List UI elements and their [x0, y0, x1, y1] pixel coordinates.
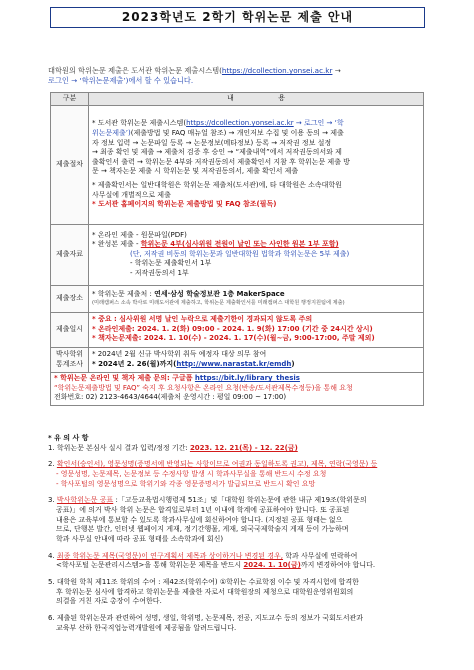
row-content-stats: * 2024년 2월 신규 박사학위 취득 예정자 대상 의무 참여 * 2024년 2. 26(월)까지(http://www.narastat.kr/emdh)	[89, 347, 424, 372]
narastat-link[interactable]: http://www.narastat.kr/emdh	[176, 359, 292, 368]
header-content: 내 용	[89, 93, 424, 106]
table-header-row	[51, 93, 424, 106]
table-row-process	[51, 105, 424, 224]
page-title: 2023학년도 2학기 학위논문 제출 안내	[50, 7, 425, 28]
row-label-place: 제출장소	[51, 285, 89, 312]
row-label-stats: 박사학위 통계조사	[51, 347, 89, 372]
google-form-link[interactable]: https://bit.ly/library_thesis	[194, 374, 300, 383]
intro-arrow: →	[332, 66, 341, 75]
row-content-materials: * 온라인 제출 - 원문파일(PDF) * 완성본 제출 - 학위논문 4부(심사위원 전원이 날인 또는 사인한 원본 1부 포함) (단, 저작권 비동의 학위논문과 일반대학원 법학과 학위논문은 5부 제출) - 학위논문 제출확인서 1부 - 저작권동의서 1부	[89, 224, 424, 285]
table-row-materials	[51, 224, 424, 285]
dcollection-link-2[interactable]: https://dcollection.yonsei.ac.kr	[186, 119, 294, 128]
table-row-period	[51, 312, 424, 347]
row-content-period: * 중요 : 심사위원 서명 날인 누락으로 제출기한이 경과되지 않도록 주의 * 온라인제출: 2024. 1. 2(화) 09:00 - 2024. 1. 9(화) 17:00 (기간 중 24시간 상시) * 책자논문제출: 2024. 1. 10(수) - 2024. 1. 17(수)(월~금, 9:00-17:00, 주말 제외)	[89, 312, 424, 347]
notes-section: * 유 의 사 항 1. 학위논문 본심사 실시 결과 입력/정정 기간: 2023. 12. 21(목) - 12. 22(금) 2. 확인서(승인서), 영문성명(증명서에 반영되는 사항이므로 여권과 동일하도록 권고), 제목, 연락(국영문) 등 - 영문성명, 논문제목, 논문정보 등 수정사항 발생 시 학과사무실을 통해 반드시 수정 요청 - 학사포털의 영문성명으로 학위기와 각종 영문증명서가 발급되므로 반드시 확인 요망 3. 박사학위논문 공표 :「고등교육법시행령제 51조」및「대학원 학위논문에 관한 내규 제19조(학위문의 공표)」에 의거 박사 학위 논문은 합격일로부터 1년 이내에 학계에 공표하여야 합니다. 또 공표된 내용은 교육부에 통보할 수 있도록 학과사무실에 회신하여야 합니다. (지정된 공표 형태는 없으 므로, 단행본 발간, 인터넷 웹페이지 게재, 정기간행물, 게재, 외국국제학술지 게재 등이 가능하며 학과 사무실 안내에 따라 공표 형태를 소속학과에 회신) 4. 최종 학위논문 제목(국영문)이 연구계획서 제목과 상이하거나 변경된 경우, 학과 사무실에 연락하여 <학사포털 논문관리시스템>을 통해 학위논문 제목을 반드시 2024. 1. 10(금)까지 변경하여야 합니다. 5. 대학원 학칙 제11조 학위의 수여 : 제42조(학위수여) ①학위는 수료학점 이수 및 자격시험에 합격한 후 학위논문 심사에 합격하고 학위논문을 제출한 자로서 대학원장의 제청으로 대학원운영위원회의 의결을 거친 자로 총장이 수여한다. 6. 제출된 학위논문과 관련하여 성명, 생일, 학위명, 논문제목, 전공, 지도교수 등의 정보가 국회도서관과 교육부 산하 한국직업능력개발원에 제공됨을 알려드립니다.	[48, 434, 430, 633]
table-row-contact	[51, 372, 424, 405]
note-6: 6. 제출된 학위논문과 관련하여 성명, 생일, 학위명, 논문제목, 전공, 지도교수 등의 정보가 국회도서관과	[48, 613, 363, 622]
note-2: 2. 확인서(승인서), 영문성명(증명서에 반영되는 사항이므로 여권과 동일하도록 권고), 제목, 연락(국영문) 등	[48, 460, 378, 469]
note-5: 5. 대학원 학칙 제11조 학위의 수여 : 제42조(학위수여) ①학위는 수료학점 이수 및 자격시험에 합격한	[48, 577, 359, 586]
contact-info: * 학위논문 온라인 및 책자 제출 문의: 구글폼 https://bit.ly/library_thesis “학위논문제출방법 및 FAQ” 숙지 후 요청사항은 온라인 요청(반송/도서관제목수정등)을 통해 요청 전화번호: 02) 2123-4643/4644(제출처 운영시간 : 평일 09:00 ~ 17:00)	[51, 372, 424, 405]
table-row-place	[51, 285, 424, 312]
dcollection-link[interactable]: https://dcollection.yonsei.ac.kr	[221, 66, 333, 75]
header-category: 구분	[51, 93, 89, 106]
intro-text: 대학원의 학위논문 제출은 도서관 학위논문 제출시스템(	[48, 66, 222, 75]
row-label-period: 제출일시	[51, 312, 89, 347]
intro-text-2: 로그인 → ‘학위논문제출’)에서 할 수 있습니다.	[48, 75, 194, 85]
note-4: 4. 최종 학위논문 제목(국영문)이 연구계획서 제목과 상이하거나 변경된 경우, 학과 사무실에 연락하여	[48, 551, 358, 560]
intro-paragraph	[48, 66, 428, 86]
notes-heading: * 유 의 사 항	[48, 434, 89, 442]
row-content-place: * 학위논문 제출처 : 연세·삼성 학술정보관 1층 MakerSpace (미래캠퍼스 소속 박사로 미래도서관에 제출하고, 학위논문 제출확인서를 미래캠퍼스 대학원 행정지원팀에 제출)	[89, 285, 424, 312]
table-row-stats	[51, 347, 424, 372]
row-label-materials: 제출자료	[51, 224, 89, 285]
note-3: 3. 박사학위논문 공표 :「고등교육법시행령제 51조」및「대학원 학위논문에 관한 내규 제19조(학위문의	[48, 496, 367, 505]
submission-table	[50, 92, 424, 406]
note-1: 1. 학위논문 본심사 실시 결과 입력/정정 기간: 2023. 12. 21(목) - 12. 22(금)	[48, 443, 298, 452]
row-label-process: 제출절차	[51, 105, 89, 224]
row-content-process: * 도서관 학위논문 제출시스템(https://dcollection.yonsei.ac.kr → 로그인 → ‘학 위논문제출’)(제출방법 및 FAQ 매뉴얼 참조) → 개인저보 수집 및 이용 동의 → 제출 자 정보 입력 → 논문파일 등록 → 논문정보(메타정보) 등록 → 저작권 정보 설정 → 최종 확인 및 제출 → 제출처 검증 후 승인 → “제출내역”에서 저작권동의서와 제 출확인서 출력 → 학위논문 4부와 저작권동의서 제출확인서 지참 후 학위논문 제출 방 문 → 책자논문 제출 시 학위논문 및 저작권동의서, 제출 확인서 제출 * 제출확인서는 일반대학원은 학위논문 제출처(도서관)에, 타 대학원은 소속대학원 사무실에 개별적으로 제출 * 도서관 홈페이지의 학위논문 제출방법 및 FAQ 참조(필독)	[89, 105, 424, 224]
